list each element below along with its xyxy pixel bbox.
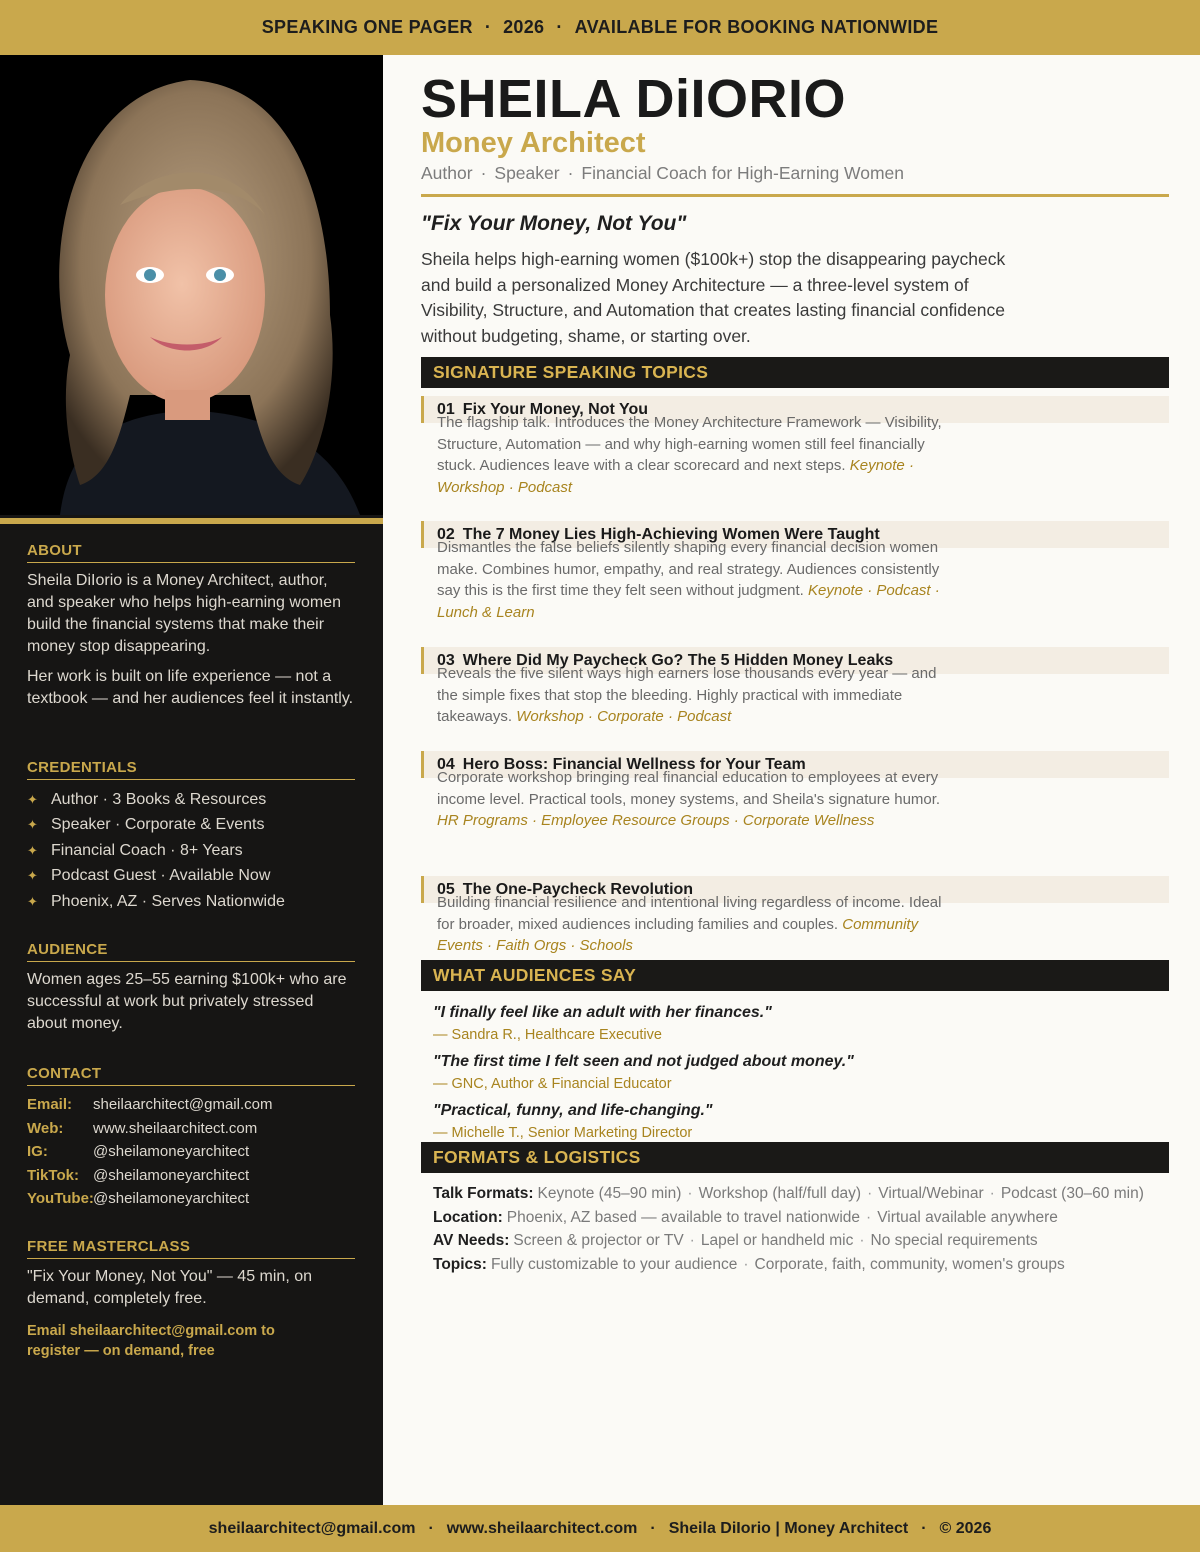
headline-quote: "Fix Your Money, Not You"	[421, 212, 687, 235]
logistics-list	[433, 1185, 1193, 1279]
sparkle-icon: ✦	[27, 817, 38, 833]
logistics-value: Keynote (45–90 min)	[537, 1185, 682, 1202]
masterclass-section	[27, 1238, 355, 1361]
topic-title: The 7 Money Lies High-Achieving Women Were Taught	[462, 526, 880, 543]
banner-item: AVAILABLE FOR BOOKING NATIONWIDE	[574, 17, 939, 37]
contact-value[interactable]: @sheilamoneyarchitect	[93, 1143, 250, 1161]
masterclass-cta[interactable]: Email sheilaarchitect@gmail.com to register — on demand, free	[27, 1323, 275, 1359]
credentials-heading: CREDENTIALS	[27, 759, 355, 780]
logistics-label: Topics:	[433, 1255, 487, 1273]
credential-item	[27, 813, 355, 839]
credentials-section	[27, 759, 355, 915]
topic-body-text: Dismantles the false beliefs silently shaping every financial decision women make. Combines humor, empathy, and real strategy. Audiences consistently say this is the first time they felt seen without judgment.	[437, 539, 940, 600]
separator: ·	[989, 1185, 995, 1202]
separator: ·	[743, 1255, 749, 1273]
contact-value[interactable]: www.sheilaarchitect.com	[93, 1119, 258, 1137]
topic-description	[421, 892, 951, 957]
masterclass-text: "Fix Your Money, Not You" — 45 min, on demand, completely free.	[27, 1268, 312, 1307]
separator: ·	[859, 1232, 865, 1250]
photo-divider	[0, 518, 383, 524]
testimonial	[433, 1053, 1133, 1092]
contact-heading: CONTACT	[27, 1065, 355, 1086]
credential-item	[27, 838, 355, 864]
contact-instagram[interactable]	[27, 1140, 355, 1164]
topic-number: 01	[437, 401, 455, 418]
credential-text: Podcast Guest · Available Now	[51, 867, 271, 885]
contact-youtube[interactable]	[27, 1187, 355, 1211]
banner-item: 2026	[503, 17, 545, 37]
about-paragraph: Her work is built on life experience — not a textbook — and her audiences feel it instantly.	[27, 668, 354, 707]
contact-web[interactable]	[27, 1117, 355, 1141]
topic-title: Where Did My Paycheck Go? The 5 Hidden Money Leaks	[462, 652, 894, 669]
tagline-item: Author	[421, 163, 473, 183]
contact-value[interactable]: @sheilamoneyarchitect	[93, 1190, 250, 1208]
topic-body-text: Corporate workshop bringing real financial education to employees at every income level. Practical tools, money systems, and Sheila's signature humor.	[437, 769, 941, 808]
topic-tags: Keynote · Workshop · Podcast	[437, 457, 914, 497]
separator: ·	[687, 1185, 693, 1202]
logistics-row	[433, 1256, 1193, 1280]
testimonial-author: — GNC, Author & Financial Educator	[433, 1076, 672, 1092]
contact-section	[27, 1065, 355, 1211]
logistics-row	[433, 1232, 1193, 1256]
logistics-value: Corporate, faith, community, women's groups	[754, 1255, 1065, 1273]
testimonial	[433, 1102, 1133, 1141]
banner-item: SPEAKING ONE PAGER	[261, 17, 473, 37]
footer-brand: Sheila DiIorio | Money Architect	[668, 1519, 909, 1537]
contact-email[interactable]	[27, 1093, 355, 1117]
separator: ·	[567, 163, 574, 183]
topic-number: 04	[437, 756, 455, 773]
separator: ·	[921, 1519, 927, 1537]
audience-heading: AUDIENCE	[27, 941, 355, 962]
contact-value[interactable]: sheilaarchitect@gmail.com	[93, 1096, 273, 1114]
logistics-value: Podcast (30–60 min)	[1000, 1185, 1144, 1202]
logistics-row	[433, 1209, 1193, 1233]
sparkle-icon: ✦	[27, 791, 38, 807]
sparkle-icon: ✦	[27, 842, 38, 858]
topic-body-text: Building financial resilience and intentional living regardless of income. Ideal for broader, mixed audiences including families and couples.	[437, 894, 942, 933]
topic-tags: Workshop · Corporate · Podcast	[516, 708, 732, 726]
top-banner	[0, 0, 1200, 55]
contact-label: Web:	[27, 1119, 64, 1137]
footer-email[interactable]: sheilaarchitect@gmail.com	[208, 1519, 416, 1537]
logistics-heading: FORMATS & LOGISTICS	[421, 1142, 1169, 1173]
topic-title: Fix Your Money, Not You	[462, 401, 648, 418]
topic-description	[421, 537, 951, 624]
credential-text: Speaker · Corporate & Events	[51, 816, 265, 834]
tagline-item: Financial Coach for High-Earning Women	[581, 163, 905, 183]
logistics-value: Lapel or handheld mic	[700, 1232, 854, 1250]
sidebar	[0, 55, 383, 1505]
separator: ·	[650, 1519, 656, 1537]
topic-body-text: The flagship talk. Introduces the Money Architecture Framework — Visibility, Structure, Automation — and why high-earning women still feel financially stuck. Audiences leave with a clear scorecard and next steps.	[437, 414, 942, 475]
testimonial-author: — Sandra R., Healthcare Executive	[433, 1027, 662, 1043]
topic-item	[421, 751, 1169, 832]
contact-label: YouTube:	[27, 1190, 94, 1208]
logistics-label: Talk Formats:	[433, 1185, 534, 1202]
logistics-value: Fully customizable to your audience	[490, 1255, 738, 1273]
credential-text: Phoenix, AZ · Serves Nationwide	[51, 892, 285, 910]
contact-label: IG:	[27, 1143, 48, 1161]
separator: ·	[480, 163, 487, 183]
footer-copyright: © 2026	[939, 1519, 992, 1537]
portrait-illustration	[0, 55, 383, 515]
credentials-list	[27, 787, 355, 915]
logistics-value: Virtual available anywhere	[877, 1208, 1058, 1226]
logistics-value: Workshop (half/full day)	[698, 1185, 862, 1202]
credential-item	[27, 787, 355, 813]
logistics-value: Phoenix, AZ based — available to travel nationwide	[506, 1208, 861, 1226]
contact-value[interactable]: @sheilamoneyarchitect	[93, 1166, 250, 1184]
contact-label: Email:	[27, 1096, 73, 1114]
separator: ·	[867, 1185, 873, 1202]
masterclass-heading: FREE MASTERCLASS	[27, 1238, 355, 1259]
logistics-label: Location:	[433, 1208, 503, 1226]
about-heading: ABOUT	[27, 542, 355, 563]
separator: ·	[866, 1208, 872, 1226]
sparkle-icon: ✦	[27, 893, 38, 909]
credential-item	[27, 864, 355, 890]
topic-description	[421, 767, 951, 832]
speaker-tagline	[421, 163, 904, 184]
audience-text: Women ages 25–55 earning $100k+ who are successful at work but privately stressed about money.	[27, 971, 347, 1032]
speaker-name: SHEILA DiIORIO	[421, 69, 847, 129]
separator: ·	[556, 17, 563, 37]
topic-item	[421, 521, 1169, 624]
topic-description	[421, 412, 951, 499]
contact-tiktok[interactable]	[27, 1164, 355, 1188]
credential-text: Financial Coach · 8+ Years	[51, 841, 243, 859]
contact-label: TikTok:	[27, 1166, 79, 1184]
testimonial-quote: "The first time I felt seen and not judged about money."	[433, 1053, 854, 1070]
testimonial-author: — Michelle T., Senior Marketing Director	[433, 1125, 693, 1141]
footer-banner	[0, 1505, 1200, 1552]
logistics-value: Virtual/Webinar	[878, 1185, 984, 1202]
topic-tags: Community Events · Faith Orgs · Schools	[437, 915, 919, 955]
topic-tags: Keynote · Podcast · Lunch & Learn	[437, 582, 940, 622]
credential-text: Author · 3 Books & Resources	[51, 790, 267, 808]
intro-paragraph: Sheila helps high-earning women ($100k+) stop the disappearing paycheck and build a personalized Money Architecture — a three-level system of Visibility, Structure, and Automation that creates lasting financial confidence without budgeting, shame, or starting over.	[421, 249, 1006, 347]
sparkle-icon: ✦	[27, 868, 38, 884]
logistics-label: AV Needs:	[433, 1232, 510, 1250]
topic-title: Hero Boss: Financial Wellness for Your Team	[462, 756, 806, 773]
topic-number: 05	[437, 881, 455, 898]
about-section	[27, 542, 355, 710]
testimonial-quote: "I finally feel like an adult with her finances."	[433, 1004, 772, 1021]
tagline-item: Speaker	[494, 163, 560, 183]
logistics-value: Screen & projector or TV	[513, 1232, 684, 1250]
topic-item	[421, 876, 1169, 957]
topic-title: The One-Paycheck Revolution	[462, 881, 694, 898]
footer-website[interactable]: www.sheilaarchitect.com	[446, 1519, 638, 1537]
headshot-photo	[0, 55, 383, 515]
speaker-role: Money Architect	[421, 127, 646, 159]
topic-number: 03	[437, 652, 455, 669]
separator: ·	[484, 17, 492, 37]
topics-heading: SIGNATURE SPEAKING TOPICS	[421, 357, 1169, 388]
about-paragraph: Sheila DiIorio is a Money Architect, author, and speaker who helps high-earning women build the financial systems that make their money stop disappearing.	[27, 572, 341, 655]
topic-number: 02	[437, 526, 455, 543]
separator: ·	[428, 1519, 434, 1537]
credential-item	[27, 889, 355, 915]
testimonials-heading: WHAT AUDIENCES SAY	[421, 960, 1169, 991]
audience-section	[27, 941, 355, 1035]
logistics-value: No special requirements	[870, 1232, 1038, 1250]
separator: ·	[689, 1232, 695, 1250]
topic-body-text: Reveals the five silent ways high earners lose thousands every year — and the simple fixes that stop the bleeding. Highly practical with immediate takeaways.	[437, 665, 937, 726]
topic-tags: HR Programs · Employee Resource Groups · Corporate Wellness	[437, 812, 875, 830]
header-divider	[421, 194, 1169, 197]
topic-item	[421, 396, 1169, 499]
testimonial-quote: "Practical, funny, and life-changing."	[433, 1102, 713, 1119]
topic-item	[421, 647, 1169, 728]
testimonial	[433, 1004, 1133, 1043]
topic-description	[421, 663, 951, 728]
logistics-row	[433, 1185, 1193, 1209]
